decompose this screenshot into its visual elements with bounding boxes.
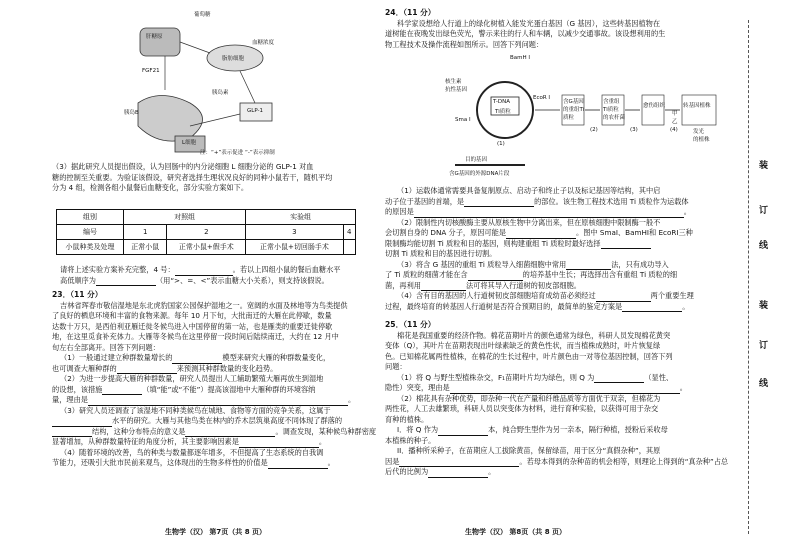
answer-blank[interactable]	[52, 428, 92, 437]
experiment-table: 组别 对照组 实验组 编号 1 2 3 4 小鼠种类及处理 正常小鼠 正常小鼠+假手术 正常小鼠+切回肠手术	[56, 209, 356, 255]
answer-blank[interactable]	[421, 282, 466, 291]
figure-legend: 注：“+”表示促进 “-”表示抑制	[200, 150, 275, 156]
question-24-intro: 24．（11 分） 科学家设想给人行道上的绿化树植入能发光蛋白基因（G 基因），这些转基因植物在 道树能在夜晚发出绿色荧光，警示来往的行人和车辆，以减少交通事故。该设想利用的生 物工程技术及操作流程如图所示。回答下列问题：	[385, 8, 730, 50]
figure-label: 胰岛B	[124, 110, 139, 116]
figure-label: 肝糖原	[146, 34, 163, 40]
question-22-part3: （3）据此研究人员提出假设，认为回肠中的内分泌细胞 L 细胞分泌的 GLP-1 对血 糖的控制至关重要。为验证该假设，研究者选择生理状况良好的同种小鼠若干，随机平均 分为 4 组，检测各组小鼠餐后血糖变化，部分实验方案如下。	[52, 162, 333, 192]
answer-blank[interactable]	[88, 397, 348, 406]
answer-blank[interactable]	[594, 374, 644, 383]
answer-blank[interactable]	[399, 458, 519, 467]
answer-blank[interactable]	[464, 198, 534, 207]
figure-label: 血糖浓度	[252, 40, 275, 46]
page-footer: 生物学（汉） 第7页（共 8 页）	[165, 528, 267, 536]
figure-label: FGF21	[142, 68, 160, 74]
answer-blank[interactable]	[52, 418, 112, 427]
question-25-heading: 25．（11 分）	[385, 320, 436, 329]
question-23: 23．（11 分） 吉林省珲春市敬信湿地是东北虎豹国家公园保护湿地之一。宽阔的水面及林地等为鸟类提供 了良好的栖息环境和丰富的食物来源。每年 10 月下旬，大批南迁的大雁在此停歇，数量 达数十万只，是西伯利亚雁迁徙冬候鸟进入中国停留的第一站，也是雁类的重要迁徙停歇 地，在这里觅食补充体力。大雁等冬候鸟在这里停留一段时间后陆续南迁，大约在 12 月中 旬左右全部离开。回答下列问题： （1）一般通过建立种群数量增长的 模型来研究大雁的种群数量变化， 也可调查大雁种群的 来预测其种群数量的变化趋势。 （2）为进一步提高大雁的种群数量，研究人员提出人工辅助繁殖大雁再放生到湿地 的设想，该措施 （填“能”或“不能”）提高该湿地中大雁种群的环境容纳 量，理由是 。 （3）研究人员还调查了该湿地不同种类候鸟在城地、食物等方面的竞争关系，这属于 水平的研究。大雁与其他鸟类在林内的乔木层筑巢高度不同体现了群落的 结构，这种分布特点的意义是 。调查发现，某种候鸟种群密度 显著增加，从种群数量特征的角度分析，其主要影响因素是 。 （4）随着环境的改善，鸟的种类与数量都逐年增多，不但提高了生态系统的自我调 节能力，还吸引大批市民前来观鸟，这体现出的生物多样性的价值是 。	[52, 290, 382, 469]
figure-label: 胰岛素	[212, 90, 229, 96]
answer-blank[interactable]	[117, 365, 177, 374]
table-followup: 请将上述实验方案补充完整，4 号： 。若以上四组小鼠的餐后血糖水平 高低顺序为 （用“>、=、<”表示血糖大小关系），则支持该假说。	[60, 265, 341, 285]
answer-blank[interactable]	[566, 261, 611, 270]
answer-blank[interactable]	[268, 460, 328, 469]
right-page	[385, 0, 730, 554]
page-footer: 生物学（汉） 第8页（共 8 页）	[465, 528, 567, 536]
binding-word: 订	[757, 340, 767, 349]
answer-blank[interactable]	[622, 303, 682, 312]
answer-blank[interactable]	[343, 240, 355, 255]
flow-figure-labels: BamH I 核生素 抗性基因 T-DNA Ti质粒 EcoR I Sma I 含G基因 的重组Ti 质粒 含重组 Ti质粒 的农杆菌 愈伤组织 转基因植株 (1) (2) (3) (4) 目的基因 含G基因的外源DNA片段 甲 乙 发光 的植株	[445, 55, 711, 177]
binding-word: 线	[757, 240, 767, 249]
question-23-heading: 23．（11 分）	[52, 290, 103, 299]
binding-word: 装	[757, 160, 767, 169]
figure-label: 脂肪细胞	[222, 56, 245, 62]
binding-word: 装	[757, 300, 767, 309]
answer-blank[interactable]	[428, 469, 488, 478]
figure-label: GLP-1	[247, 108, 264, 114]
answer-blank[interactable]	[239, 439, 319, 448]
binding-margin	[732, 0, 800, 554]
figure-label: L细胞	[182, 140, 197, 146]
question-25: 25．（11 分） 棉花是我国重要的经济作物。棉花苗期叶片的颜色通常为绿色，科研人员发现棉花黄突 变体（Q），其叶片在苗期表现出叶绿素缺乏的黄色性状，而当植株成熟时，叶片恢复绿 色。已知棉花属两性植株，在棉花的生长过程中，叶片颜色由一对等位基因控制，回答下列 问题： （1）将 Q 与野生型植株杂交，F₁苗期叶片均为绿色，则 Q 为 （显性、 隐性）突变，理由是 。 （2）棉花具有杂种优势，即杂种一代在产量和纤维品质等方面优于双亲，但棉花为 两性花，人工去雄繁琐，科研人员以突变体为材料，进行育种实验，以获得可用于杂交 育种的植株。 I．将 Q 作为 本，纯合野生型作为另一亲本，隔行种植，授粉后采收母 本植株的种子。 II．播种所采种子，在苗期应人工拔除黄苗，保留绿苗，用于区分“真假杂种”，其原 因是 。若母本得到的杂种苗的机会相等，则理论上得到的“真杂种”占总 后代的比例为 。	[385, 320, 729, 476]
answer-blank[interactable]	[506, 230, 576, 239]
question-24-heading: 24．（11 分）	[385, 8, 436, 17]
answer-blank[interactable]	[102, 386, 142, 395]
question-24: （1）运载体通常需要具备复制原点、启动子和终止子以及标记基因等结构，其中启 动子位于基因的首端，是 的部位。该生物工程技术选用 Ti 质粒作为运载体 的原因是 。 （2）限制性内切核酸酶主要从原核生物中分离出来，但在原核细胞中限制酶一般不 会切割自身的 DNA 分子，原因可能是 。图中 SmaI、BamHI和 EcoRI三种 限制酶均能切割 Ti 质粒和目的基因，则构建重组 Ti 质粒时最好选择 切割 Ti 质粒和目的基因进行切割。 （3）将含 G 基因的重组 Ti 质粒导入细菌细胞中常用 法，只有成功导入 了 Ti 质粒的细菌才能在含 的培养基中生长；再选择出含有重组 Ti 质粒的细 菌，再利用 法可将其导入行道树的韧皮部细胞。 （4）含有目的基因的人行道树韧皮部细胞培育成幼苗必须经过 两个重要生理 过程，最终培育的转基因人行道树是否符合预期目的，最简单的鉴定方案是 。	[385, 186, 694, 311]
answer-blank[interactable]	[96, 277, 156, 286]
binding-word: 订	[757, 205, 767, 214]
answer-blank[interactable]	[185, 428, 275, 437]
answer-blank[interactable]	[468, 272, 523, 281]
answer-blank[interactable]	[414, 209, 684, 218]
answer-blank[interactable]	[175, 267, 233, 276]
answer-blank[interactable]	[172, 355, 222, 364]
answer-blank[interactable]	[438, 427, 488, 436]
answer-blank[interactable]	[450, 385, 680, 394]
answer-blank[interactable]	[596, 293, 651, 302]
figure-label: 葡萄糖	[194, 12, 211, 18]
binding-line	[748, 20, 749, 534]
figure-labels	[122, 8, 292, 158]
answer-blank[interactable]	[601, 240, 651, 249]
left-page	[0, 0, 382, 554]
binding-word: 线	[757, 378, 767, 387]
